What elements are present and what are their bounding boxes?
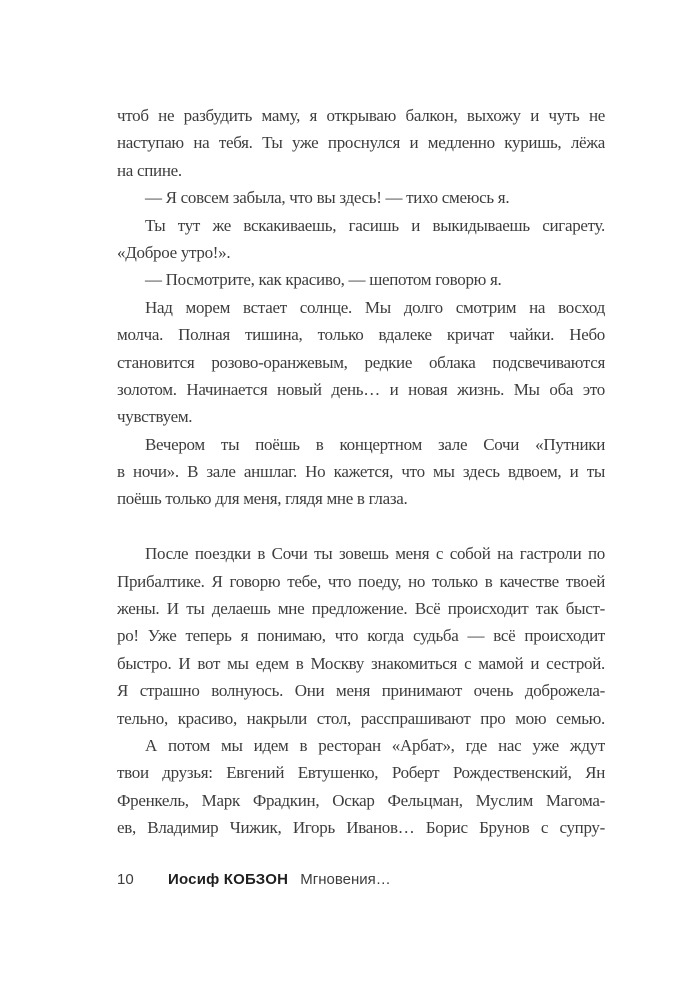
paragraph-8-line-3: Френкель, Марк Фрадкин, Оскар Фельцман, Муслим Магома- [117,790,605,810]
paragraph-7-line-2: Прибалтике. Я говорю тебе, что поеду, но только в качестве твоей [117,571,605,591]
paragraph-5-line-5: чувствуем. [117,407,193,427]
page-number: 10 [117,871,134,888]
paragraph-1-line-3: на спине. [117,160,182,180]
paragraph-7-line-3: жены. И ты делаешь мне предложение. Всё происходит так быст- [117,599,605,619]
paragraph-5-line-1: Над морем встает солнце. Мы долго смотрим на восход [145,297,605,317]
paragraph-3-line-2: «Доброе утро!». [117,242,231,262]
running-title-book: Мгновения… [300,871,391,888]
paragraph-5-line-2: молча. Полная тишина, только вдалеке кричат чайки. Небо [117,325,605,345]
paragraph-7-line-7: тельно, красиво, накрыли стол, расспрашивают про мою семью. [117,708,605,728]
paragraph-4-line-1: — Посмотрите, как красиво, — шепотом говорю я. [145,270,502,290]
running-title-author: Иосиф КОБЗОН [168,871,289,888]
page-footer [117,869,605,891]
paragraph-6-line-3: поёшь только для меня, глядя мне в глаза. [117,489,408,509]
paragraph-5-line-3: становится розово-оранжевым, редкие облака подсвечиваются [117,352,605,372]
paragraph-6-line-2: в ночи». В зале аншлаг. Но кажется, что мы здесь вдвоем, и ты [117,462,605,482]
paragraph-6-line-1: Вечером ты поёшь в концертном зале Сочи «Путники [145,434,605,454]
paragraph-8-line-2: твои друзья: Евгений Евтушенко, Роберт Рождественский, Ян [117,763,605,783]
paragraph-7-line-6: Я страшно волнуюсь. Они меня принимают очень доброжела- [117,681,605,701]
paragraph-1-line-1: чтоб не разбудить маму, я открываю балкон, выхожу и чуть не [117,106,605,125]
paragraph-2-line-1: — Я совсем забыла, что вы здесь! — тихо смеюсь я. [145,188,510,208]
paragraph-8-line-1: А потом мы идем в ресторан «Арбат», где нас уже ждут [145,735,605,755]
paragraph-1-line-2: наступаю на тебя. Ты уже проснулся и медленно куришь, лёжа [117,133,605,153]
section-break [117,513,605,540]
paragraph-8-line-4: ев, Владимир Чижик, Игорь Иванов… Борис Брунов с супру- [117,818,605,838]
paragraph-5-line-4: золотом. Начинается новый день… и новая жизнь. Мы оба это [117,379,605,399]
paragraph-7-line-5: быстро. И вот мы едем в Москву знакомиться с мамой и сестрой. [117,653,605,673]
paragraph-7-line-1: После поездки в Сочи ты зовешь меня с собой на гастроли по [145,544,605,564]
paragraph-3-line-1: Ты тут же вскакиваешь, гасишь и выкидываешь сигарету. [145,215,605,235]
running-title [168,869,391,891]
text-block [117,102,605,842]
paragraph-7-line-4: ро! Уже теперь я понимаю, что когда судьба — всё происходит [117,626,605,646]
